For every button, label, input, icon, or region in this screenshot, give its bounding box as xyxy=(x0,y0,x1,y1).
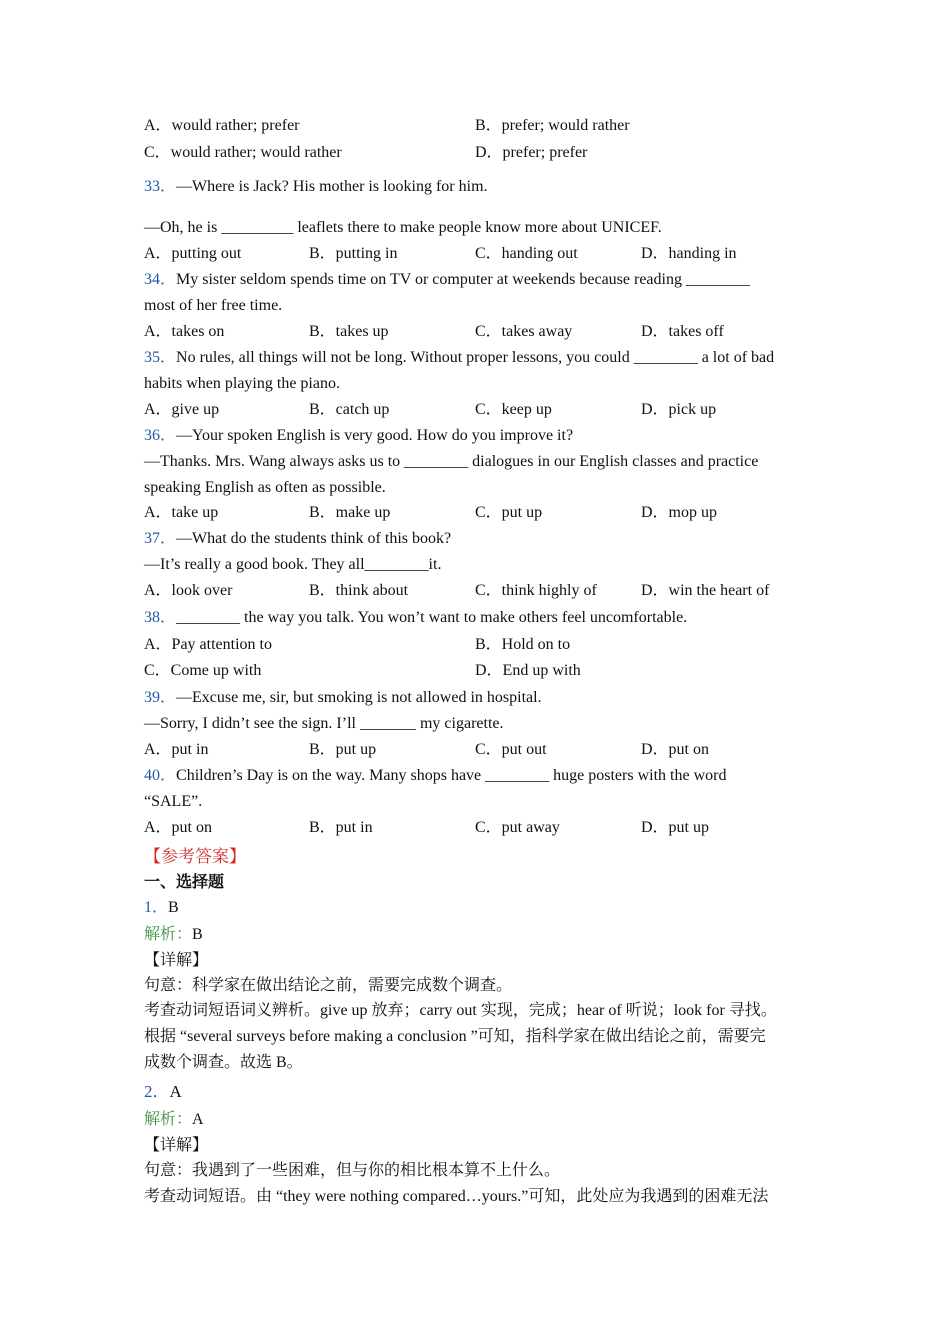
explanation-line: 根据 “several surveys before making a conclusion ”可知，指科学家在做出结论之前，需要完 xyxy=(144,1028,766,1045)
option-a[interactable]: A．putting out xyxy=(144,245,242,262)
question-text: —Excuse me, sir, but smoking is not allowed in hospital. xyxy=(176,689,542,706)
option-b[interactable]: B．prefer; would rather xyxy=(475,117,630,134)
question-text: —Thanks. Mrs. Wang always asks us to ________ dialogues in our English classes and practice xyxy=(144,453,759,470)
option-b[interactable]: B．catch up xyxy=(309,401,390,418)
question-number: 34． xyxy=(144,271,177,288)
question-number: 35． xyxy=(144,349,177,366)
option-b[interactable]: B．put up xyxy=(309,741,377,758)
option-d[interactable]: D．End up with xyxy=(475,662,581,679)
detail-label: 【详解】 xyxy=(144,952,209,969)
answer-number: 1． xyxy=(144,899,169,916)
question-text: —Sorry, I didn’t see the sign. I’ll _______ my cigarette. xyxy=(144,715,504,732)
option-c[interactable]: C．takes away xyxy=(475,323,573,340)
question-number: 40． xyxy=(144,767,177,784)
option-a[interactable]: A．look over xyxy=(144,582,233,599)
question-text: habits when playing the piano. xyxy=(144,375,340,392)
question-text: speaking English as often as possible. xyxy=(144,479,386,496)
option-d[interactable]: D．win the heart of xyxy=(641,582,770,599)
option-a[interactable]: A．put on xyxy=(144,819,213,836)
option-b[interactable]: B．make up xyxy=(309,504,391,521)
option-a[interactable]: A．give up xyxy=(144,401,220,418)
analysis-value: A xyxy=(192,1111,204,1128)
option-a[interactable]: A．Pay attention to xyxy=(144,636,272,653)
question-text: —What do the students think of this book? xyxy=(176,530,452,547)
question-number: 39． xyxy=(144,689,177,706)
analysis-label: 解析： xyxy=(144,1111,193,1128)
option-a[interactable]: A．take up xyxy=(144,504,219,521)
option-a[interactable]: A．takes on xyxy=(144,323,225,340)
explanation-line: 考查动词短语。由 “they were nothing compared…yours.”可知，此处应为我遇到的困难无法 xyxy=(144,1188,769,1205)
option-c[interactable]: C．handing out xyxy=(475,245,578,262)
option-d[interactable]: D．put on xyxy=(641,741,710,758)
option-d[interactable]: D．handing in xyxy=(641,245,737,262)
explanation-line: 句意：我遇到了一些困难，但与你的相比根本算不上什么。 xyxy=(144,1162,561,1179)
question-text: —Your spoken English is very good. How do you improve it? xyxy=(176,427,574,444)
answer-number: 2． xyxy=(144,1082,170,1101)
explanation-line: 句意：科学家在做出结论之前，需要完成数个调查。 xyxy=(144,977,513,994)
question-number: 37． xyxy=(144,530,177,547)
option-b[interactable]: B．think about xyxy=(309,582,409,599)
answer-value: A xyxy=(169,1082,182,1101)
question-number: 38． xyxy=(144,609,177,626)
option-c[interactable]: C．put out xyxy=(475,741,547,758)
option-b[interactable]: B．put in xyxy=(309,819,373,836)
question-text: “SALE”. xyxy=(144,793,203,810)
detail-label: 【详解】 xyxy=(144,1137,209,1154)
explanation-line: 成数个调查。故选 B。 xyxy=(144,1054,303,1071)
option-d[interactable]: D．prefer; prefer xyxy=(475,144,588,161)
question-number: 36． xyxy=(144,427,177,444)
answer-2 xyxy=(144,1081,182,1103)
question-text: most of her free time. xyxy=(144,297,283,314)
answer-value: B xyxy=(168,899,179,916)
option-b[interactable]: B．putting in xyxy=(309,245,398,262)
explanation-line: 考查动词短语词义辨析。give up 放弃；carry out 实现，完成；hear of 听说；look for 寻找。 xyxy=(144,1002,777,1019)
question-text: Children’s Day is on the way. Many shops have ________ huge posters with the word xyxy=(176,767,727,784)
analysis-value: B xyxy=(192,926,203,943)
option-c[interactable]: C．would rather; would rather xyxy=(144,144,342,161)
option-d[interactable]: D．pick up xyxy=(641,401,717,418)
question-text: —It’s really a good book. They all________it. xyxy=(144,556,442,573)
option-d[interactable]: D．takes off xyxy=(641,323,724,340)
answer-1 xyxy=(144,898,179,918)
option-d[interactable]: D．mop up xyxy=(641,504,718,521)
option-c[interactable]: C．think highly of xyxy=(475,582,597,599)
analysis-1 xyxy=(144,925,203,945)
analysis-2 xyxy=(144,1110,204,1130)
question-number: 33． xyxy=(144,178,177,195)
question-text: ________ the way you talk. You won’t want to make others feel uncomfortable. xyxy=(176,609,688,626)
option-a[interactable]: A．would rather; prefer xyxy=(144,117,300,134)
answer-heading: 【参考答案】 xyxy=(144,847,246,866)
question-text: My sister seldom spends time on TV or computer at weekends because reading ________ xyxy=(176,271,750,288)
section-title: 一、选择题 xyxy=(144,874,225,891)
option-c[interactable]: C．put away xyxy=(475,819,560,836)
option-c[interactable]: C．keep up xyxy=(475,401,552,418)
option-b[interactable]: B．Hold on to xyxy=(475,636,571,653)
option-a[interactable]: A．put in xyxy=(144,741,209,758)
question-text: —Oh, he is _________ leaflets there to make people know more about UNICEF. xyxy=(144,219,662,236)
option-c[interactable]: C．Come up with xyxy=(144,662,262,679)
option-d[interactable]: D．put up xyxy=(641,819,710,836)
question-text: —Where is Jack? His mother is looking for him. xyxy=(176,178,488,195)
question-text: No rules, all things will not be long. Without proper lessons, you could ________ a lot of bad xyxy=(176,349,775,366)
analysis-label: 解析： xyxy=(144,926,193,943)
option-b[interactable]: B．takes up xyxy=(309,323,389,340)
option-c[interactable]: C．put up xyxy=(475,504,543,521)
